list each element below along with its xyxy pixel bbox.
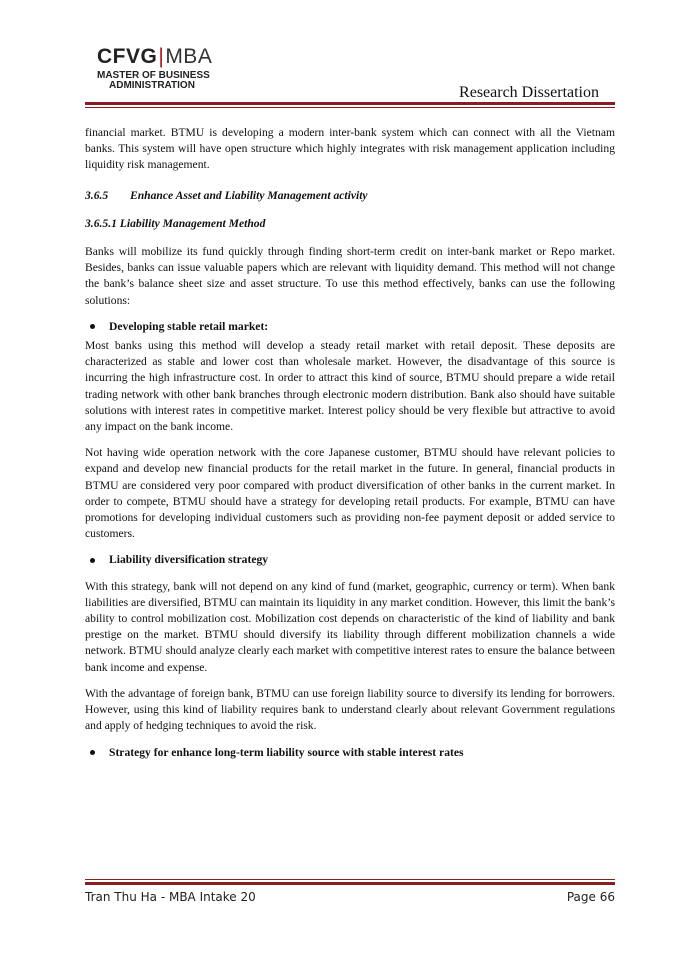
page-body: [85, 125, 615, 764]
bullet-title: Developing stable retail market:: [109, 319, 269, 333]
logo-subtitle-line2: ADMINISTRATION: [109, 80, 195, 91]
diversification-paragraph: With this strategy, bank will not depend on any kind of fund (market, geographic, currency or term). When bank liabilities are diversified, BTMU can maintain its liquidity in any market condition. However, this limit the bank’s ability to control mobilization cost. Mobilization cost depends on characteristic of the kind of liability and bank prestige on the market. BTMU should diversify its liability through different mobilization channels a wide network. BTMU should analyze clearly each market with competitive interest rates to ensure the balance between bank income and expense.: [85, 579, 615, 674]
logo-subtitle-line1: MASTER OF BUSINESS: [97, 70, 210, 81]
bullet-dot-icon: [90, 750, 95, 755]
subsection-title: Liability Management Method: [119, 216, 266, 230]
header-title: Research Dissertation: [459, 84, 599, 101]
logo-mba-text: MBA: [165, 45, 213, 68]
subsection-heading: [85, 216, 615, 232]
bullet-dot-icon: [90, 324, 95, 329]
page-footer: [85, 890, 615, 904]
section-title: Enhance Asset and Liability Management activity: [130, 188, 368, 202]
footer-author: Tran Thu Ha - MBA Intake 20: [85, 890, 256, 904]
intro-paragraph: financial market. BTMU is developing a modern inter-bank system which can connect with all the Vietnam banks. This system will have open structure which highly integrates with risk management application including liquidity risk management.: [85, 126, 615, 172]
bullet-long-term-liability: [85, 745, 615, 761]
retail-market-paragraph: Most banks using this method will develop a steady retail market with retail deposit. These deposits are characterized as stable and lower cost than wholesale market. However, the disadvantage of this source is incurring the high infrastructure cost. In order to attract this kind of source, BTMU should prepare a wide retail trading network with other bank branches through electronic modern distribution. Bank also should have suitable solutions with interest rates in competitive market. Interest policy should be very flexible but attractive to avoid any impact on the bank income.: [85, 339, 615, 434]
page-number: Page 66: [566, 890, 615, 904]
bullet-retail-market: [85, 319, 615, 335]
bullet-title: Liability diversification strategy: [109, 553, 269, 567]
bullet-title: Strategy for enhance long-term liability source with stable interest rates: [109, 745, 464, 759]
retail-products-paragraph: Not having wide operation network with the core Japanese customer, BTMU should have relevant policies to expand and develop new financial products for the retail market in the future. In general, financial products in BTMU are considered very poor compared with product diversification of other banks in the current market. In order to compete, BTMU should have a strategy for developing retail products. For example, BTMU can have promotions for developing individual customers such as providing non-fee payment deposit or added service to customers.: [85, 446, 615, 541]
foreign-liability-paragraph: With the advantage of foreign bank, BTMU can use foreign liability source to diversify its lending for borrowers. However, using this kind of liability requires bank to understand clearly about relevant Government regulations and apply of hedging techniques to avoid the risk.: [85, 686, 615, 733]
logo-separator: |: [158, 45, 165, 68]
section-heading: [85, 188, 615, 204]
footer-divider: [85, 879, 615, 885]
method-paragraph: Banks will mobilize its fund quickly through finding short-term credit on inter-bank market or Repo market. Besides, banks can issue valuable papers which are relevant with liquidity demand. This method will not change the bank’s balance sheet size and asset structure. To use this method effectively, banks can use the following solutions:: [85, 245, 615, 307]
logo-wordmark: [97, 46, 212, 68]
page-header: [0, 0, 700, 110]
section-number: 3.6.5: [85, 188, 109, 202]
bullet-dot-icon: [90, 558, 95, 563]
header-divider: [85, 102, 615, 108]
bullet-liability-diversification: [85, 552, 615, 568]
logo-cfvg-text: CFVG: [97, 45, 158, 68]
cfvg-mba-logo: [97, 46, 212, 91]
logo-subtitle: [97, 71, 212, 91]
subsection-number: 3.6.5.1: [85, 216, 117, 230]
